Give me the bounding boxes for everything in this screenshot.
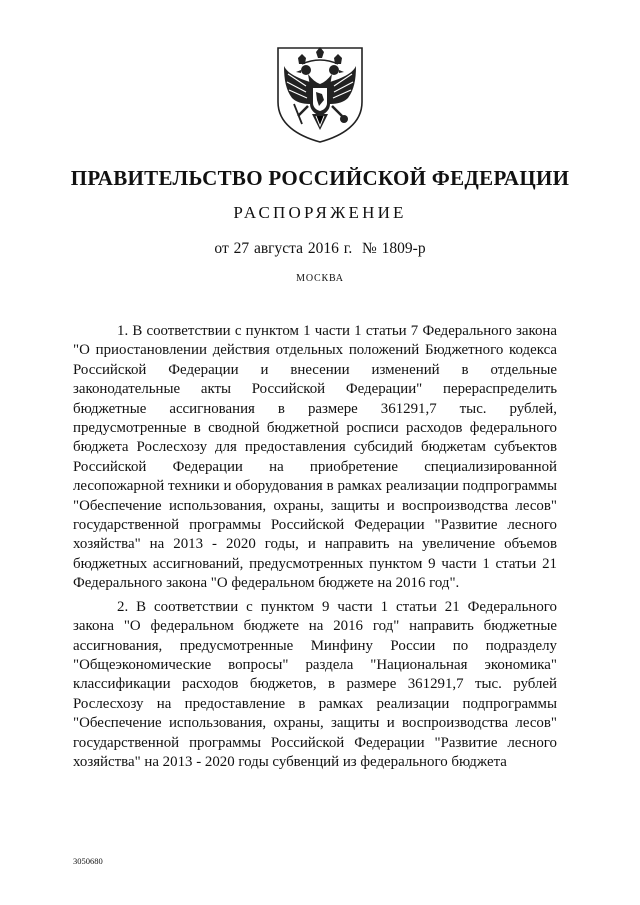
paragraph-2: 2. В соответствии с пунктом 9 части 1 статьи 21 Федерального закона "О федеральном бюджете на 2016 год" направить бюджетные ассигнования, предусмотренные Минфину России по подразделу "Общеэкономические вопросы" раздела "Национальная экономика" классификации расходов бюджетов, в размере 361291,7 тыс. рублей Рослесхозу на предоставление в рамках реализации подпрограммы "Обеспечение использования, охраны, защиты и воспроизводства лесов" государственной программы Российской Федерации "Развитие лесного хозяйства" на 2013 - 2020 годы субвенций из федерального бюджета	[73, 598, 557, 770]
organization-title: ПРАВИТЕЛЬСТВО РОССИЙСКОЙ ФЕДЕРАЦИИ	[70, 166, 570, 190]
document-code: 3050680	[73, 856, 103, 866]
document-type: РАСПОРЯЖЕНИЕ	[233, 203, 407, 222]
document-city: МОСКВА	[296, 273, 344, 284]
document-body	[73, 322, 557, 772]
document-date-number: от 27 августа 2016 г. № 1809-р	[214, 240, 426, 257]
paragraph-1: 1. В соответствии с пунктом 1 части 1 статьи 7 Федерального закона "О приостановлении действия отдельных положений Бюджетного кодекса Российской Федерации и внесении изменений в отдельные законодательные акты Российской Федерации" перераспределить бюджетные ассигнования в размере 361291,7 тыс. рублей, предусмотренные в сводной бюджетной росписи расходов федерального бюджета Рослесхозу для предоставления субсидий бюджетам субъектов Российской Федерации на приобретение специализированной лесопожарной техники и оборудования в рамках реализации подпрограммы "Обеспечение использования, охраны, защиты и воспроизводства лесов" государственной программы Российской Федерации "Развитие лесного хозяйства" на 2013 - 2020 годы, и направить на увеличение объемов бюджетных ассигнований, предусмотренных пунктом 9 части 1 статьи 21 Федерального закона "О федеральном бюджете на 2016 год".	[73, 323, 557, 592]
russian-coat-of-arms-icon	[272, 44, 368, 144]
